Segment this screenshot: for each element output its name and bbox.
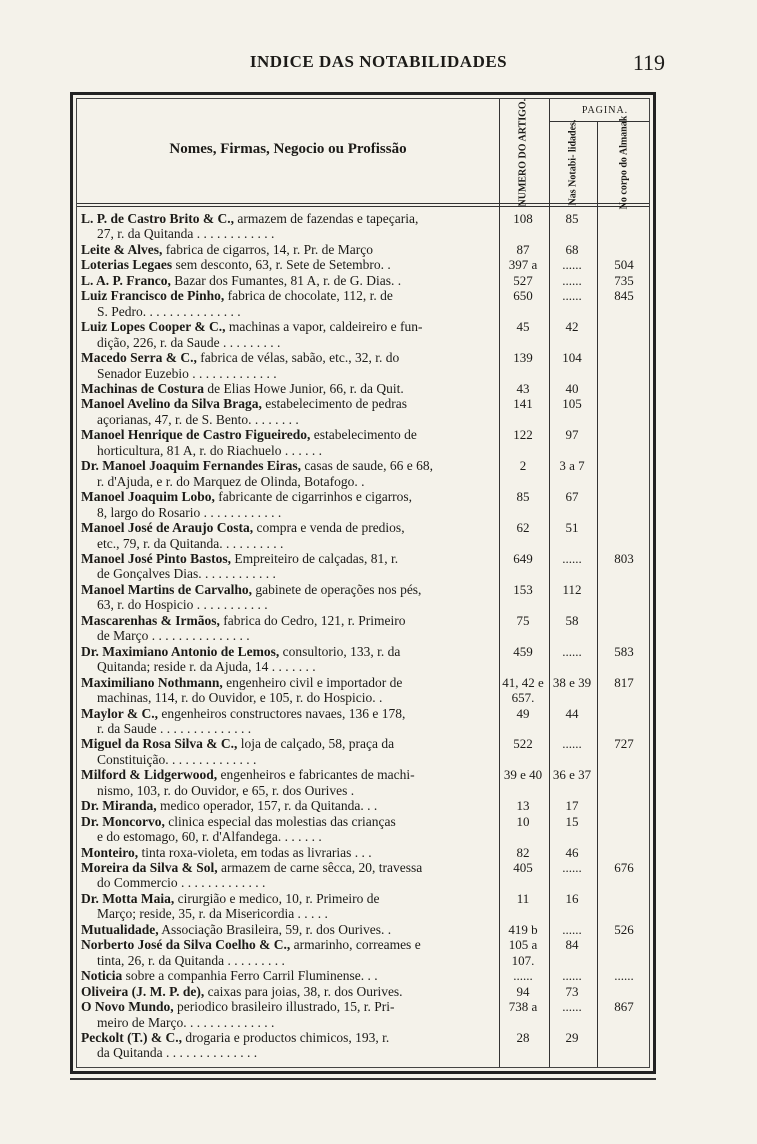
page-notabilidades: 85: [565, 211, 579, 226]
table-row: [77, 396, 655, 427]
table-row: [77, 736, 655, 767]
page-notabilidades: 58: [565, 612, 579, 628]
page-almanak: 845: [614, 288, 634, 304]
entry-description: caixas para joias, 38, r. dos Ourives.: [204, 983, 403, 999]
table-row: [77, 937, 655, 968]
entry-name: Dr. Maximiano Antonio de Lemos,: [81, 643, 280, 659]
entry-description: fabrica de vélas, sabão, etc., 32, r. do: [196, 350, 400, 366]
entry-name: Luiz Francisco de Pinho,: [81, 288, 225, 304]
article-number: 527: [513, 272, 533, 288]
table-row: [77, 613, 655, 644]
entry-name: Mutualidade,: [81, 921, 159, 937]
page-notabilidades: ......: [562, 860, 582, 876]
article-number: 11: [516, 890, 530, 906]
page-almanak: 817: [614, 674, 634, 690]
page-almanak: 583: [614, 643, 634, 659]
entry-description-continued: Quitanda; reside r. da Ajuda, 14 . . . . . . .: [97, 659, 316, 675]
page-notabilidades: 73: [565, 983, 579, 999]
entry-description: casas de saude, 66 e 68,: [301, 458, 433, 474]
page-notabilidades: ......: [562, 736, 582, 752]
entry-description-continued: açorianas, 47, r. de S. Bento. . . . . . . .: [97, 411, 299, 427]
entry-text: [81, 396, 495, 427]
entry-text: [81, 257, 495, 272]
page-almanak: 504: [614, 257, 634, 273]
entry-name: Luiz Lopes Cooper & C.,: [81, 319, 226, 335]
page-notabilidades: 38 e 39: [552, 674, 592, 690]
entry-description-continued: Senador Euzebio . . . . . . . . . . . . .: [97, 365, 277, 381]
entry-description: compra e venda de predios,: [253, 520, 405, 536]
article-number: 405: [513, 860, 533, 876]
entry-description: Empreiteiro de calçadas, 81, r.: [231, 550, 399, 566]
entry-text: [81, 520, 495, 551]
entry-text: [81, 613, 495, 644]
entry-description-continued: r. d'Ajuda, e r. do Marquez de Olinda, Botafogo. .: [97, 473, 365, 489]
entry-description: sobre a companhia Ferro Carril Fluminense. . .: [122, 968, 378, 984]
page-notabilidades: ......: [562, 643, 582, 659]
entry-description-continued: nismo, 103, r. do Ouvidor, e 65, r. dos Ourives .: [97, 782, 355, 798]
entry-name: Loterias Legaes: [81, 257, 173, 273]
entry-name: Moreira da Silva & Sol,: [81, 860, 218, 876]
page-notabilidades: 3 a 7: [559, 458, 585, 474]
page-notabilidades: 46: [565, 844, 579, 860]
article-number: 459: [513, 643, 533, 659]
entry-description: Bazar dos Fumantes, 81 A, r. de G. Dias. .: [170, 272, 402, 288]
page-notabilidades: 36 e 37: [552, 767, 592, 783]
table-row: [77, 319, 655, 350]
page-notabilidades: ......: [562, 257, 582, 273]
entry-description-continued: etc., 79, r. da Quitanda. . . . . . . . . .: [97, 535, 284, 551]
article-number: 49: [516, 705, 530, 721]
article-number: 122: [513, 427, 533, 443]
entry-description-continued: dição, 226, r. da Saude . . . . . . . . .: [97, 334, 281, 350]
entry-name: Manoel Martins de Carvalho,: [81, 581, 252, 597]
page-notabilidades: ......: [562, 550, 582, 566]
column-header-article: NUMERO DO ARTIGO.: [517, 98, 529, 207]
article-number: 43: [516, 380, 530, 396]
page-almanak: ......: [614, 968, 634, 984]
table-row: [77, 999, 655, 1030]
entry-name: Norberto José da Silva Coelho & C.,: [81, 937, 291, 953]
entry-description: de Elias Howe Junior, 66, r. da Quit.: [204, 380, 404, 396]
entry-name: Machinas de Costura: [81, 380, 205, 396]
entry-description-continued: de Gonçalves Dias. . . . . . . . . . . .: [97, 566, 276, 582]
article-number: 28: [516, 1030, 530, 1046]
entry-name: Dr. Moncorvo,: [81, 813, 165, 829]
header-rule: [77, 203, 649, 204]
article-number: 2: [519, 458, 527, 474]
article-number: 105 a 107.: [508, 937, 538, 968]
entry-description: machinas a vapor, caldeireiro e fun-: [225, 319, 423, 335]
entry-text: [81, 891, 495, 922]
entry-name: L. P. de Castro Brito & C.,: [81, 211, 234, 226]
page-notabilidades: 42: [565, 319, 579, 335]
entry-name: Mascarenhas & Irmãos,: [81, 612, 220, 628]
entry-text: [81, 675, 495, 706]
entry-text: [81, 814, 495, 845]
page-header: [0, 48, 757, 78]
article-number: 13: [516, 798, 530, 814]
entry-description-continued: 27, r. da Quitanda . . . . . . . . . . . .: [97, 226, 275, 242]
column-header-almanak: No corpo do Almanak: [618, 115, 630, 210]
entry-name: Maximiliano Nothmann,: [81, 674, 223, 690]
entry-name: Dr. Miranda,: [81, 798, 157, 814]
entry-text: [81, 288, 495, 319]
entry-text: [81, 937, 495, 968]
table-row: [77, 242, 655, 257]
entry-text: [81, 922, 495, 937]
article-number: 62: [516, 520, 530, 536]
page-almanak: 867: [614, 999, 634, 1015]
page-almanak: 735: [614, 272, 634, 288]
entry-text: [81, 273, 495, 288]
table-row: [77, 798, 655, 813]
entry-name: Macedo Serra & C.,: [81, 350, 197, 366]
entry-text: [81, 706, 495, 737]
entry-description-continued: Constituição. . . . . . . . . . . . . .: [97, 751, 257, 767]
entry-name: Manoel Joaquim Lobo,: [81, 489, 215, 505]
entry-description: engenheiros constructores navaes, 136 e 178,: [158, 705, 406, 721]
column-header-notabilidades: Nas Notabi- lidades.: [567, 119, 579, 206]
entry-description: tinta roxa-violeta, em todas as livrarias . . .: [138, 844, 372, 860]
article-number: 10: [516, 813, 530, 829]
entry-text: [81, 999, 495, 1030]
entry-name: Dr. Manoel Joaquim Fernandes Eiras,: [81, 458, 302, 474]
entry-description: periodico brasileiro illustrado, 15, r. Pri-: [173, 999, 395, 1015]
entry-text: [81, 582, 495, 613]
entry-name: O Novo Mundo,: [81, 999, 174, 1015]
entry-text: [81, 319, 495, 350]
entry-description-continued: Março; reside, 35, r. da Misericordia . . . . .: [97, 906, 328, 922]
entry-description-continued: r. da Saude . . . . . . . . . . . . . .: [97, 720, 252, 736]
page-notabilidades: 68: [565, 241, 579, 257]
article-number: 738 a: [508, 999, 538, 1015]
article-number: 419 b: [508, 921, 538, 937]
entry-text: [81, 644, 495, 675]
table-row: [77, 644, 655, 675]
entry-name: L. A. P. Franco,: [81, 272, 171, 288]
entry-text: [81, 845, 495, 860]
table-row: [77, 968, 655, 983]
entry-description-continued: 8, largo do Rosario . . . . . . . . . . . .: [97, 504, 282, 520]
article-number: 41, 42 e 657.: [502, 674, 544, 706]
table-row: [77, 381, 655, 396]
entry-name: Maylor & C.,: [81, 705, 158, 721]
page-notabilidades: 105: [562, 396, 582, 412]
entry-description: engenheiro civil e importador de: [222, 674, 403, 690]
entry-text: [81, 458, 495, 489]
entry-name: Dr. Motta Maia,: [81, 890, 175, 906]
page-notabilidades: 17: [565, 798, 579, 814]
entry-name: Manoel Avelino da Silva Braga,: [81, 396, 262, 412]
entry-text: [81, 242, 495, 257]
article-number: 45: [516, 319, 530, 335]
entry-text: [81, 350, 495, 381]
header-rule-double: [77, 206, 649, 207]
table-inner-border: [76, 98, 650, 1068]
entry-description: estabelecimento de pedras: [261, 396, 407, 412]
page-almanak: 803: [614, 550, 634, 566]
table-row: [77, 814, 655, 845]
table-row: [77, 427, 655, 458]
page-notabilidades: ......: [562, 288, 582, 304]
entry-description: fabrica do Cedro, 121, r. Primeiro: [219, 612, 406, 628]
entry-description: engenheiros e fabricantes de machi-: [217, 767, 415, 783]
page-almanak: 727: [614, 736, 634, 752]
column-header-pagina: PAGINA.: [581, 105, 629, 116]
entry-text: [81, 984, 495, 999]
entry-text: [81, 860, 495, 891]
page-title: INDICE DAS NOTABILIDADES: [249, 52, 508, 71]
pagina-rule: [549, 121, 649, 122]
entry-description: gabinete de operações nos pés,: [252, 581, 422, 597]
entry-description: fabrica de chocolate, 112, r. de: [224, 288, 393, 304]
index-table: [70, 92, 656, 1074]
entry-description-continued: e do estomago, 60, r. d'Alfandega. . . . . . .: [97, 829, 322, 845]
page-notabilidades: ......: [562, 999, 582, 1015]
entry-name: Leite & Alves,: [81, 241, 163, 257]
table-row: [77, 767, 655, 798]
table-row: [77, 845, 655, 860]
page-almanak: 676: [614, 860, 634, 876]
table-row: [77, 706, 655, 737]
article-number: 108: [513, 211, 533, 226]
entry-description: armazem de carne sêcca, 20, travessa: [217, 860, 423, 876]
entry-name: Manoel Henrique de Castro Figueiredo,: [81, 427, 311, 443]
article-number: 75: [516, 612, 530, 628]
entry-description: loja de calçado, 58, praça da: [237, 736, 395, 752]
article-number: 153: [513, 581, 533, 597]
page-notabilidades: 29: [565, 1030, 579, 1046]
page-notabilidades: 16: [565, 890, 579, 906]
entry-description: fabrica de cigarros, 14, r. Pr. de Março: [162, 241, 374, 257]
table-row: [77, 922, 655, 937]
table-row: [77, 984, 655, 999]
entry-description-continued: horticultura, 81 A, r. do Riachuelo . . . . . .: [97, 442, 322, 458]
article-number: 139: [513, 350, 533, 366]
entry-text: [81, 489, 495, 520]
entry-description: estabelecimento de: [310, 427, 417, 443]
page-notabilidades: 15: [565, 813, 579, 829]
entry-text: [81, 968, 495, 983]
entry-description-continued: do Commercio . . . . . . . . . . . . .: [97, 875, 266, 891]
entry-text: [81, 767, 495, 798]
entry-description-continued: de Março . . . . . . . . . . . . . . .: [97, 628, 250, 644]
page-notabilidades: 84: [565, 937, 579, 953]
entry-description: Associação Brasileira, 59, r. dos Ourives. .: [158, 921, 392, 937]
table-row: [77, 1030, 655, 1061]
article-number: 82: [516, 844, 530, 860]
table-row: [77, 551, 655, 582]
entry-description: clinica especial das molestias das crianças: [164, 813, 396, 829]
page-notabilidades: 97: [565, 427, 579, 443]
entry-description-continued: meiro de Março. . . . . . . . . . . . . .: [97, 1014, 275, 1030]
table-row: [77, 211, 655, 242]
column-header-names: Nomes, Firmas, Negocio ou Profissão: [169, 141, 407, 157]
table-row: [77, 257, 655, 272]
table-row: [77, 288, 655, 319]
entry-description-continued: S. Pedro. . . . . . . . . . . . . . .: [97, 303, 241, 319]
entry-description: sem desconto, 63, r. Sete de Setembro. .: [172, 257, 391, 273]
entry-description: fabricante de cigarrinhos e cigarros,: [214, 489, 413, 505]
entry-description-continued: tinta, 26, r. da Quitanda . . . . . . . . .: [97, 952, 285, 968]
entry-description: cirurgião e medico, 10, r. Primeiro de: [174, 890, 380, 906]
table-row: [77, 582, 655, 613]
bottom-rule: [70, 1078, 656, 1080]
entry-text: [81, 736, 495, 767]
article-number: 522: [513, 736, 533, 752]
entry-description: armazem de fazendas e tapeçaria,: [234, 211, 419, 226]
entry-description-continued: 63, r. do Hospicio . . . . . . . . . . .: [97, 597, 268, 613]
page-notabilidades: 67: [565, 489, 579, 505]
entry-text: [81, 427, 495, 458]
table-row: [77, 350, 655, 381]
table-body: [77, 211, 655, 1061]
article-number: 85: [516, 489, 530, 505]
entry-text: [81, 381, 495, 396]
entry-description-continued: machinas, 114, r. do Ouvidor, e 105, r. do Hospicio. .: [97, 690, 383, 706]
page-almanak: 526: [614, 921, 634, 937]
entry-name: Monteiro,: [81, 844, 139, 860]
table-row: [77, 273, 655, 288]
entry-name: Miguel da Rosa Silva & C.,: [81, 736, 238, 752]
article-number: 649: [513, 550, 533, 566]
page-notabilidades: 40: [565, 380, 579, 396]
page-notabilidades: ......: [562, 968, 582, 984]
table-row: [77, 489, 655, 520]
entry-text: [81, 1030, 495, 1061]
page-notabilidades: 51: [565, 520, 579, 536]
table-row: [77, 520, 655, 551]
entry-name: Oliveira (J. M. P. de),: [81, 983, 205, 999]
entry-text: [81, 798, 495, 813]
page-notabilidades: ......: [562, 272, 582, 288]
entry-name: Manoel José Pinto Bastos,: [81, 550, 231, 566]
article-number: 94: [516, 983, 530, 999]
article-number: 397 a: [508, 257, 538, 273]
article-number: 141: [513, 396, 533, 412]
page-notabilidades: ......: [562, 921, 582, 937]
article-number: 650: [513, 288, 533, 304]
entry-description: medico operador, 157, r. da Quitanda. . .: [156, 798, 378, 814]
entry-description-continued: da Quitanda . . . . . . . . . . . . . .: [97, 1045, 258, 1061]
article-number: ......: [513, 968, 533, 984]
entry-name: Noticia: [81, 968, 123, 984]
page-notabilidades: 44: [565, 705, 579, 721]
page-notabilidades: 112: [562, 581, 582, 597]
table-row: [77, 458, 655, 489]
entry-name: Peckolt (T.) & C.,: [81, 1030, 182, 1046]
entry-name: Milford & Lidgerwood,: [81, 767, 218, 783]
entry-text: [81, 551, 495, 582]
entry-description: drogaria e productos chimicos, 193, r.: [181, 1030, 390, 1046]
table-row: [77, 675, 655, 706]
entry-text: [81, 211, 495, 242]
page-notabilidades: 104: [562, 350, 582, 366]
table-row: [77, 891, 655, 922]
entry-description: armarinho, correames e: [290, 937, 421, 953]
table-row: [77, 860, 655, 891]
page-number: 119: [632, 50, 665, 75]
entry-description: consultorio, 133, r. da: [279, 643, 401, 659]
entry-name: Manoel José de Araujo Costa,: [81, 520, 254, 536]
article-number: 87: [516, 241, 530, 257]
article-number: 39 e 40: [503, 767, 543, 783]
